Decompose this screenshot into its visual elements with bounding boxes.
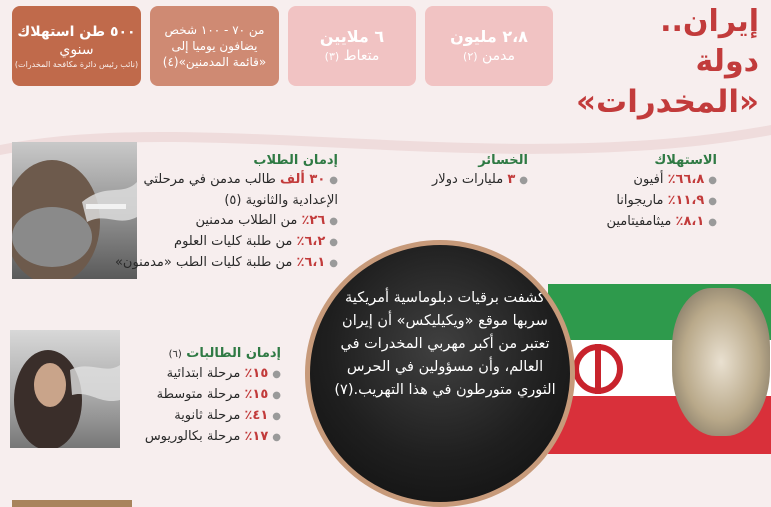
stat-note: (نائب رئيس دائرة مكافحة المخدرات) [14, 59, 139, 69]
stat-box-annual [12, 6, 141, 86]
losses-heading: الخسائر [478, 153, 528, 168]
list-item: ●١١،٩٪ ماريجوانا [616, 193, 717, 208]
stat-value: ٦ ملايين [319, 27, 385, 46]
stat-line-3: «قائمة المدمنين» [178, 55, 267, 69]
woman-smoking-photo [10, 330, 120, 448]
female-students-reference: (٦) [168, 349, 182, 360]
list-item: ●٢٦٪ من الطلاب مدمنين [195, 213, 338, 228]
consumption-section [547, 152, 717, 233]
list-item: ●٨،١٪ ميثامفيتامين [606, 214, 717, 229]
stat-value: ٥٠٠ طن استهلاك [17, 23, 136, 40]
list-item: ●٣ مليارات دولار [432, 172, 528, 187]
list-item: ●١٧٪ مرحلة بكالوريوس [144, 429, 281, 444]
students-addiction-section [114, 152, 338, 274]
stat-box-users [288, 6, 416, 86]
stat-box-addicts [425, 6, 553, 86]
list-item: ●١٥٪ مرحلة ابتدائية [166, 366, 281, 381]
list-item: ●١٥٪ مرحلة متوسطة [156, 387, 281, 402]
stat-reference: (٤) [162, 55, 179, 69]
stat-value: ٢،٨ مليون [450, 27, 528, 46]
list-item: ●٦،١٪ من طلبة كليات الطب «مدمنون» [114, 255, 338, 270]
wikileaks-circle [305, 240, 575, 507]
list-item: ●٦،٢٪ من طلبة كليات العلوم [174, 234, 338, 249]
title-line-2: «المخدرات» [576, 84, 759, 120]
list-item: الإعدادية والثانوية (٥) [224, 193, 338, 208]
pills-head-image [672, 288, 770, 436]
stat-reference: (٣) [324, 50, 340, 63]
stat-label: سنوي [59, 41, 94, 58]
stat-reference: (٢) [463, 50, 478, 63]
page-title [576, 2, 759, 122]
consumption-heading: الاستهلاك [654, 153, 717, 168]
stat-label: مدمن [481, 48, 515, 64]
wikileaks-text: كشفت برقيات دبلوماسية أمريكية سربها موقع «ويكيليكس» أن إيران تعتبر من أكبر مهربي المخدرات في العالم، وأن مسؤولين في الحرس الثوري متورطون في هذا التهريب.(٧) [334, 290, 556, 398]
stat-line-1: من ٧٠ - ١٠٠ شخص [164, 23, 265, 37]
stat-box-daily [150, 6, 279, 86]
stat-line-2: يضافون يوميا إلى [171, 39, 258, 53]
female-students-heading: إدمان الطالبات [186, 346, 281, 361]
female-students-section [111, 345, 281, 448]
list-item: ●٣٠ ألف طالب مدمن في مرحلتي [143, 172, 338, 187]
bottom-image-strip [12, 500, 132, 507]
students-heading: إدمان الطلاب [253, 153, 338, 168]
list-item: ●٦٦،٨٪ أفيون [633, 172, 717, 187]
stat-label: متعاط [343, 48, 380, 64]
losses-section [408, 152, 528, 191]
title-line-1: إيران.. دولة [660, 4, 759, 79]
list-item: ●٤١٪ مرحلة ثانوية [174, 408, 281, 423]
